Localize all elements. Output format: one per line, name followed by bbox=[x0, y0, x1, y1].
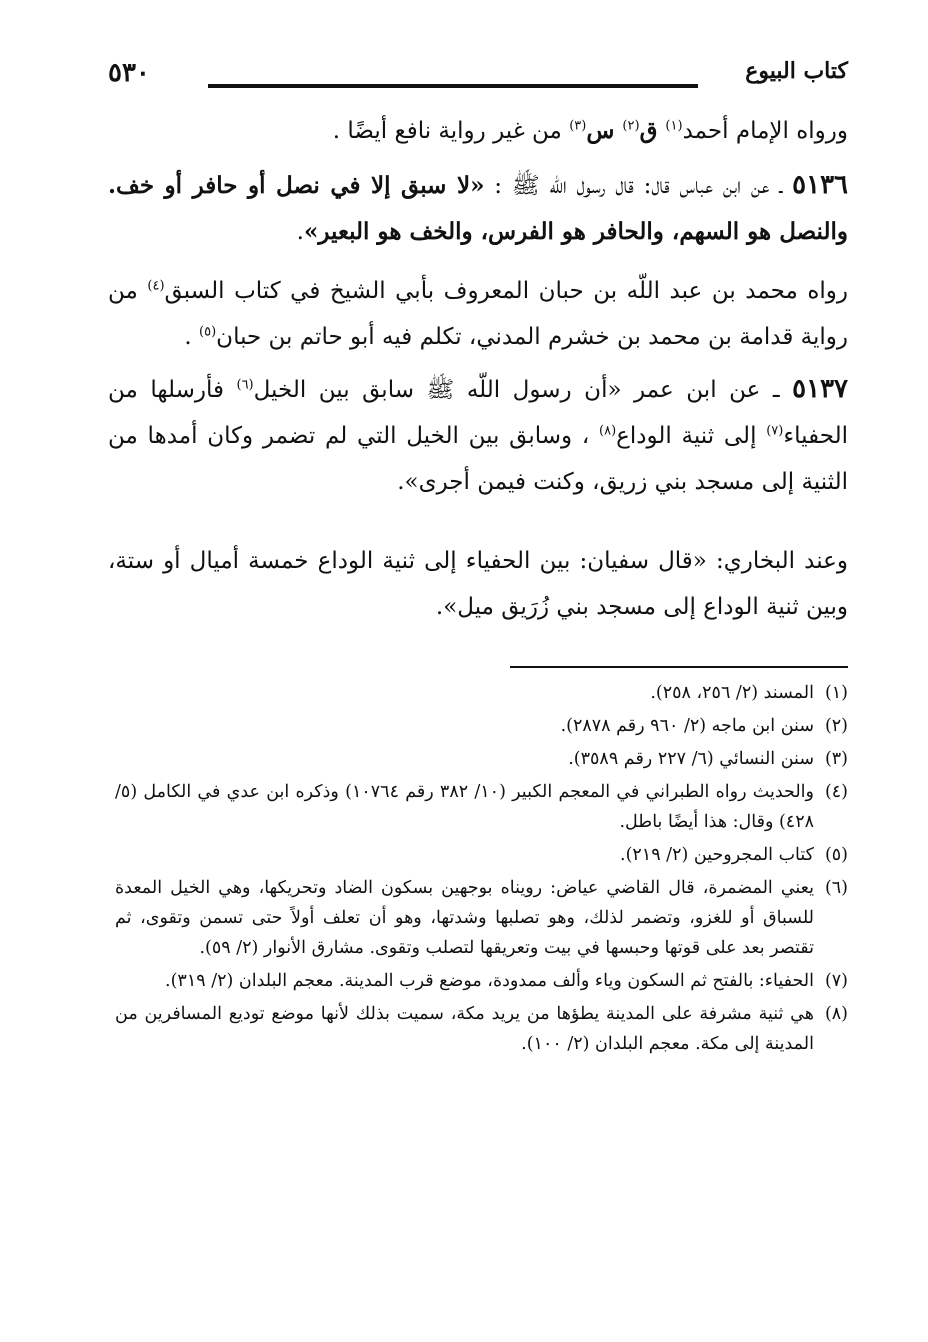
footnote-number: (٨) bbox=[824, 1004, 848, 1024]
footnote-text: المسند (٢/ ٢٥٦، ٢٥٨). bbox=[650, 683, 814, 703]
paragraph-abu-shaykh-narration bbox=[108, 268, 848, 360]
footnote-number: (٤) bbox=[824, 782, 848, 802]
footnote-ref: (٧) bbox=[766, 423, 784, 439]
text-segment: ـ عن ابن عمر «أن رسول اللّه ﷺ سابق بين الخيل bbox=[253, 377, 793, 403]
footnote-item bbox=[115, 678, 848, 708]
text-segment: ورواه الإمام أحمد bbox=[682, 118, 848, 144]
text-segment: . bbox=[184, 324, 200, 350]
hadith-number: ٥١٣٧ bbox=[792, 374, 848, 404]
footnote-ref: (٥) bbox=[199, 324, 217, 340]
paragraph-bukhari-narration bbox=[108, 538, 848, 630]
text-segment: ، وسابق بين الخيل التي لم تضمر وكان أمدها من الثنية إلى مسجد بني زريق، وكنت فيمن أجرى». bbox=[108, 423, 848, 495]
text-segment: من غير رواية نافع أيضًا . bbox=[332, 118, 570, 144]
footnote-text: سنن ابن ماجه (٢/ ٩٦٠ رقم ٢٨٧٨). bbox=[560, 716, 814, 736]
footnote-number: (١) bbox=[824, 683, 848, 703]
page-number: ٥٣٠ bbox=[108, 58, 150, 88]
hadith-quote: «لا سبق إلا في نصل أو حافر أو خف. والنصل هو السهم، والحافر هو الفرس، والخف هو البعير» bbox=[108, 172, 848, 245]
footnote-item bbox=[115, 966, 848, 996]
running-title: كتاب البيوع bbox=[745, 58, 848, 84]
text-segment: إلى ثنية الوداع bbox=[616, 423, 767, 449]
footnote-item bbox=[115, 777, 848, 837]
footnote-item bbox=[115, 840, 848, 870]
text-segment: وعند البخاري: «قال سفيان: بين الحفياء إلى ثنية الوداع خمسة أميال أو ستة، وبين ثنية الوداع إلى مسجد بني زُرَيق ميل». bbox=[108, 548, 848, 620]
paragraph-ahmad-narration bbox=[108, 108, 848, 154]
footnote-separator bbox=[510, 666, 848, 668]
footnotes bbox=[115, 678, 848, 1062]
footnote-number: (٣) bbox=[824, 749, 848, 769]
footnote-ref: (٨) bbox=[599, 423, 617, 439]
footnote-text: كتاب المجروحين (٢/ ٢١٩). bbox=[620, 845, 814, 865]
footnote-text: هي ثنية مشرفة على المدينة يطؤها من يريد مكة، سميت بذلك لأنها موضع توديع المسافرين من المدينة إلى مكة. معجم البلدان (٢/ ١٠٠). bbox=[115, 1004, 814, 1054]
footnote-text: الحفياء: بالفتح ثم السكون وياء وألف ممدودة، موضع قرب المدينة. معجم البلدان (٢/ ٣١٩). bbox=[165, 971, 814, 991]
header-rule bbox=[208, 84, 698, 88]
text-segment: من رواية قدامة بن محمد بن خشرم المدني، تكلم فيه أبو حاتم بن حبان bbox=[108, 278, 848, 350]
page-header bbox=[108, 58, 848, 98]
footnote-ref: (٤) bbox=[147, 278, 165, 294]
footnote-ref: (٢) bbox=[622, 118, 640, 134]
hadith-5136 bbox=[108, 162, 848, 255]
footnote-ref: (٦) bbox=[236, 377, 254, 393]
hadith-number: ٥١٣٦ bbox=[792, 170, 848, 200]
text-segment: . bbox=[296, 219, 304, 245]
footnote-item bbox=[115, 744, 848, 774]
footnote-text: سنن النسائي (٦/ ٢٢٧ رقم ٣٥٨٩). bbox=[568, 749, 814, 769]
footnote-item bbox=[115, 711, 848, 741]
footnote-text: يعني المضمرة، قال القاضي عياض: رويناه بوجهين بسكون الضاد وتحريكها، وهي الخيل المعدة للسباق أو للغزو، وتضمر لذلك، وهو تصلبها وشدتها، وهو أن تعلف أولاً حتى تسمن وتقوى، ثم تقتصر بعد على قوتها وحبسها في بيت وتعريقها لتصلب وتقوى. مشارق الأنوار (٢/ ٥٩). bbox=[115, 878, 814, 958]
footnote-number: (٥) bbox=[824, 845, 848, 865]
hadith-5137 bbox=[108, 366, 848, 505]
footnote-number: (٦) bbox=[824, 878, 848, 898]
text-segment: ـ عن ابن عباس قال: قال رسول اللّه ﷺ : bbox=[484, 173, 793, 199]
footnote-ref: (١) bbox=[665, 118, 683, 134]
footnote-number: (٧) bbox=[824, 971, 848, 991]
footnote-number: (٢) bbox=[824, 716, 848, 736]
text-segment: فأرسلها من الحفياء bbox=[108, 377, 848, 449]
footnote-ref: (٣) bbox=[569, 118, 587, 134]
text-segment: رواه محمد بن عبد اللّه بن حبان المعروف بأبي الشيخ في كتاب السبق bbox=[164, 278, 849, 304]
footnote-text: والحديث رواه الطبراني في المعجم الكبير (١٠/ ٣٨٢ رقم ١٠٧٦٤) وذكره ابن عدي في الكامل (٥/ ٤٢٨) وقال: هذا أيضًا باطل. bbox=[115, 782, 814, 832]
text-segment: س bbox=[586, 117, 623, 144]
text-segment: ق bbox=[639, 117, 666, 144]
footnote-item bbox=[115, 873, 848, 963]
footnote-item bbox=[115, 999, 848, 1059]
